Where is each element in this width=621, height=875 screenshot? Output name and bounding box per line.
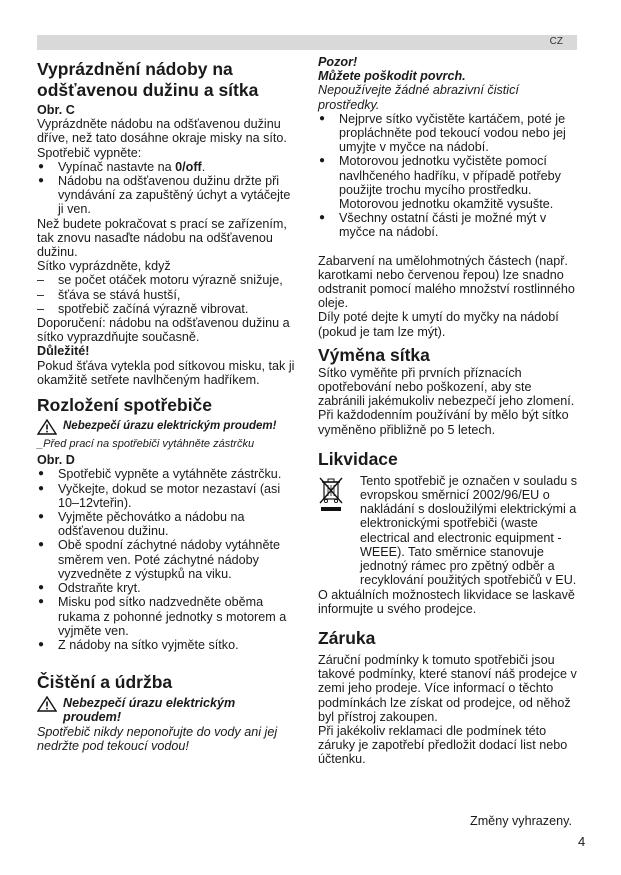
figure-ref-d: Obr. D	[37, 453, 75, 468]
paragraph: O aktuálních možnostech likvidace se laskavě informujte u svého prodejce.	[318, 587, 575, 616]
section-title-cleaning: Čištění a údržba	[37, 672, 173, 693]
dash-list	[37, 273, 295, 316]
figure-ref-c: Obr. C	[37, 103, 75, 117]
bullet-list	[37, 467, 295, 652]
list-item: ● Vyčkejte, dokud se motor nezastaví (asi 10–12vteřin).	[37, 482, 295, 510]
warning-note: _Před prací na spotřebiči vytáhněte zástrčku	[37, 438, 255, 451]
important-label: Důležité!	[37, 344, 90, 359]
left-column	[37, 55, 295, 753]
caution-label: Pozor!	[318, 55, 358, 69]
list-item: ● Vypínač nastavte na 0/off.	[37, 160, 295, 174]
warning-triangle-icon	[37, 419, 57, 435]
paragraph: Sítko vyměňte při prvních příznacích opotřebování nebo poškození, aby ste zabránili jakémukoliv nebezpečí jeho zlomení. Při každodenním používání by mělo být sítko vyměněno přibližně po 5 letech.	[318, 365, 575, 437]
caution-text: Nepoužívejte žádné abrazivní čisticí prostředky.	[318, 83, 519, 112]
list-item: ● Vyjměte pěchovátko a nádobu na odšťavenou dužinu.	[37, 510, 295, 538]
disposal-block	[318, 474, 580, 588]
bullet-list	[37, 160, 295, 217]
paragraph: Sítko vyprázdněte, když	[37, 259, 171, 274]
paragraph: Než budete pokračovat s prací se zařízením, tak znovu nasaďte nádobu na odšťavenou dužinu.	[37, 216, 287, 260]
warning-text: Nebezpečí úrazu elektrickým proudem!	[63, 420, 277, 433]
warning-triangle-icon	[37, 696, 57, 712]
list-item: ● Misku pod sítko nadzvedněte oběma rukama z pohonné jednotky s motorem a vyjměte ven.	[37, 595, 295, 638]
paragraph: Spotřebič vypněte:	[37, 145, 142, 160]
paragraph: Vyprázdněte nádobu na odšťavenou dužinu dříve, než tato dosáhne okraje misky na síto.	[37, 117, 287, 146]
paragraph: Doporučení: nádobu na odšťavenou dužinu a sítko vyprazdňujte současně.	[37, 316, 290, 345]
section-title-warranty: Záruka	[318, 627, 376, 648]
paragraph: Záruční podmínky k tomuto spotřebiči jsou takové podmínky, které stanoví náš prodejce v zemi jeho prodeje. Více informací o těchto podmínkách lze získat od prodejce, od něhož byl přístroj zakoupen.	[318, 652, 577, 724]
section-title-emptying: Vyprázdnění nádoby na odšťavenou dužinu a sítka	[37, 59, 259, 100]
section-title-disassembly: Rozložení spotřebiče	[37, 395, 213, 416]
list-item: ● Všechny ostatní části je možné mýt v myčce na nádobí.	[318, 211, 580, 239]
list-item: ● Nádobu na odšťavenou dužinu držte při vyndávání za zapuštěný úchyt a vytáčejte ji ven.	[37, 174, 295, 217]
paragraph: Spotřebič nikdy neponořujte do vody ani jej nedržte pod tekoucí vodou!	[37, 724, 278, 753]
warning-text: Nebezpečí úrazu elektrickým proudem!	[63, 696, 236, 725]
list-item: ● Spotřebič vypněte a vytáhněte zástrčku.	[37, 467, 295, 481]
header-bar	[37, 35, 577, 50]
list-item: ● Motorovou jednotku vyčistěte pomocí navlhčeného hadříku, v případě potřeby použijte trochu mycího prostředku. Motorovou jednotku okamžitě vysušte.	[318, 154, 580, 211]
warning-line	[37, 696, 295, 724]
caution-subtitle: Můžete poškodit povrch.	[318, 69, 466, 84]
list-item: – spotřebič začíná výrazně vibrovat.	[37, 302, 295, 316]
paragraph: Tento spotřebič je označen v souladu s evropskou směrnicí 2002/96/EU o nakládání s dosloužilými elektrickými a elektronickými spotřebiči (waste electrical and electronic equipment - WEEE). Tato směrnice stanovuje jednotný rámec pro zpětný odběr a recyklování použitých spotřebičů v EU.	[360, 473, 578, 588]
page-number: 4	[578, 834, 586, 849]
list-item: ● Odstraňte kryt.	[37, 581, 295, 595]
right-column	[318, 55, 580, 767]
language-code: CZ	[549, 36, 563, 47]
list-item: – šťáva se stává hustší,	[37, 288, 295, 302]
list-item: ● Z nádoby na sítko vyjměte sítko.	[37, 638, 295, 652]
crossed-bin-icon	[318, 476, 344, 512]
paragraph: Pokud šťáva vytekla pod sítkovou misku, tak ji okamžitě setřete navlhčeným hadříkem.	[37, 358, 295, 387]
list-item: ● Obě spodní záchytné nádoby vytáhněte směrem ven. Poté záchytné nádoby vyzvedněte z výstupků na viku.	[37, 538, 295, 581]
list-item: – se počet otáček motoru výrazně snižuje,	[37, 273, 295, 287]
changes-reserved-note: Změny vyhrazeny.	[470, 814, 572, 828]
paragraph: Při jakékoliv reklamaci dle podmínek této záruky je zapotřebí předložit dodací list nebo účtenku.	[318, 723, 568, 767]
warning-line	[37, 419, 295, 435]
list-item: ● Nejprve sítko vyčistěte kartáčem, poté je propláchněte pod tekoucí vodou nebo jej umyjte v myčce na nádobí.	[318, 112, 580, 155]
bullet-list	[318, 112, 580, 240]
paragraph: Díly poté dejte k umytí do myčky na nádobí (pokud je tam lze mýt).	[318, 310, 559, 339]
section-title-disposal: Likvidace	[318, 448, 398, 469]
paragraph: Zabarvení na umělohmotných částech (např. karotkami nebo červenou řepou) lze snadno odstranit pomocí malého množství rostlinného oleje.	[318, 253, 575, 311]
section-title-sieve-replacement: Výměna sítka	[318, 344, 430, 365]
